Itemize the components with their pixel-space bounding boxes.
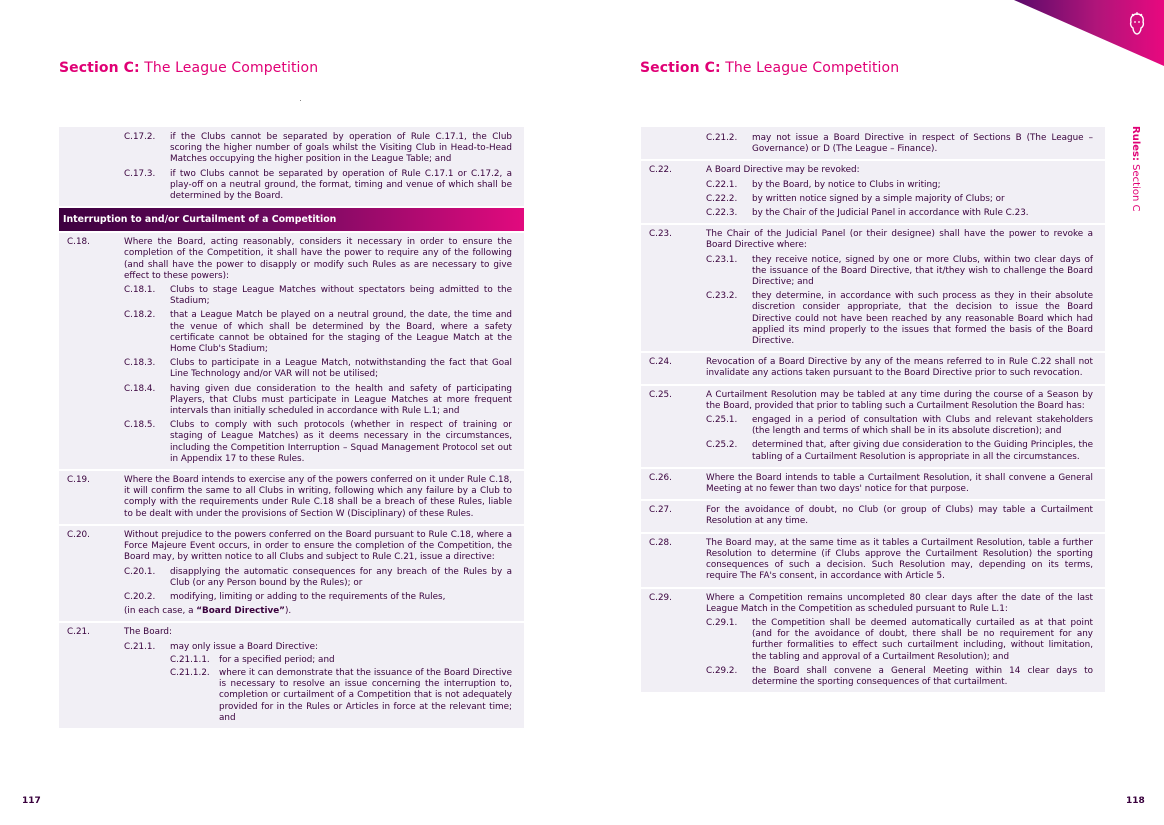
right-column	[641, 127, 1105, 694]
defined-term: “Board Directive”	[196, 606, 285, 617]
rule-sub-text: that a League Match be played on a neutral ground, the date, the time and the venue of which shall be determined by the Board, where a safety certificate cannot be obtained for the staging of the League Match at the Home Club's Stadium;	[170, 310, 512, 355]
rule-text: Without prejudice to the powers conferred on the Board pursuant to Rule C.18, where a Force Majeure Event occurs, in order to ensure the completion of the Competition, the Board may, by written notice to all Clubs and subject to Rule C.21, issue a directive:	[124, 529, 512, 563]
rule-subsub-number: C.21.1.2.	[170, 667, 210, 678]
rule-number: C.28.	[649, 537, 672, 548]
section-heading-bar: Interruption to and/or Curtailment of a Competition	[59, 208, 524, 231]
rule-text: Revocation of a Board Directive by any of the means referred to in Rule C.22 shall not invalidate any actions taken pursuant to the Board Directive prior to such revocation.	[706, 357, 1093, 379]
definition-pre: (in each case, a	[124, 606, 197, 617]
rule-text: Where a Competition remains uncompleted 80 clear days after the date of the last League Match in the Competition as scheduled pursuant to Rule L.1:	[706, 592, 1093, 614]
rule-sub-item	[706, 618, 1093, 663]
rule-text: Where the Board intends to table a Curtailment Resolution, it shall convene a General Meeting at no fewer than two days' notice for that purpose.	[706, 472, 1093, 495]
rule-sub-text: Clubs to participate in a League Match, notwithstanding the fact that Goal Line Technology and/or VAR will not be utilised;	[170, 358, 512, 380]
rule-row	[67, 627, 512, 724]
rule-sub-item	[124, 420, 512, 465]
rule-subsub-text: for a specified period; and	[219, 654, 335, 665]
rule-sub-text: having given due consideration to the health and safety of participating Players, that Clubs must participate in League Matches at more frequent intervals than initially scheduled in accordance with Rule L.1; and	[170, 383, 512, 417]
rule-text: A Board Directive may be revoked:	[706, 165, 860, 176]
rule-sub-text: if the Clubs cannot be separated by operation of Rule C.17.1, the Club scoring the higher number of goals whilst the Visiting Club in Head-to-Head Matches occupying the higher position in the League Table; and	[170, 132, 512, 165]
rule-sub-item	[706, 666, 1093, 688]
rule-body	[706, 165, 1093, 219]
page-title-left	[59, 60, 318, 76]
rule-sub-number: C.29.2.	[706, 665, 738, 676]
rule-sub-item	[706, 133, 1093, 155]
rule-sub-text: if two Clubs cannot be separated by operation of Rule C.17.1 or C.17.2, a play-off on a neutral ground, the format, timing and venue of which shall be determined by the Board.	[170, 168, 512, 202]
rule-sub-text: may only issue a Board Directive:	[170, 641, 318, 652]
rule-sub-item	[706, 415, 1093, 437]
rule-row	[649, 357, 1093, 379]
rule-sub-number: C.22.1.	[706, 179, 738, 190]
rule-body	[706, 229, 1093, 347]
rule-sub-text: Clubs to stage League Matches without spectators being admitted to the Stadium;	[170, 285, 512, 307]
rule-sub-item	[124, 310, 512, 355]
rule-sub-number: C.18.2.	[124, 310, 156, 321]
rule-sub-item	[124, 132, 512, 166]
rule-number: C.25.	[649, 389, 672, 400]
page-title-right	[640, 60, 899, 76]
rule-sub-number: C.18.4.	[124, 383, 156, 394]
rule-block-c23	[641, 225, 1105, 351]
rule-sub-text: may not issue a Board Directive in respect of Sections B (The League – Governance) or D (The League – Finance).	[752, 133, 1093, 155]
rule-text: Where the Board intends to exercise any of the powers conferred on it under Rule C.18, it will confirm the same to all Clubs in writing, following which any failure by a Club to comply with the requirements under Rule C.18 shall be a breach of these Rules, liable to be dealt with under the provisions of Section W (Disciplinary) of these Rules.	[124, 475, 512, 519]
rule-number: C.27.	[649, 505, 672, 516]
rule-text: The Chair of the Judicial Panel (or their designee) shall have the power to revoke a Board Directive where:	[706, 229, 1093, 251]
rule-sub-text: they determine, in accordance with such process as they in their absolute discretion consider appropriate, that the decision to issue the Board Directive could not have been reached by any reasonable Board which had applied its mind properly to the issues that formed the basis of the Board Directive.	[752, 291, 1093, 347]
rule-sub-item	[124, 592, 512, 603]
rule-sub-item	[124, 567, 512, 589]
rule-row	[67, 475, 512, 520]
rule-sub-number: C.17.3.	[124, 168, 156, 179]
title-rest: The League Competition	[720, 60, 900, 76]
rule-subsub-item	[170, 655, 512, 666]
rule-body	[706, 593, 1093, 689]
rule-subsub-text: where it can demonstrate that the issuance of the Board Directive is necessary to resolve an issue concerning the interruption to, completion or curtailment of a Competition that is not adequately provided for in the Rules or Articles in force at the relevant time; and	[219, 667, 512, 723]
rule-sub-item	[706, 291, 1093, 347]
rule-sub-text: by the Board, by notice to Clubs in writing;	[752, 179, 941, 190]
stray-dot	[300, 100, 301, 101]
rule-row	[649, 505, 1093, 527]
rule-sub-text: Clubs to comply with such protocols (whether in respect of training or staging of League Matches) as it deems necessary in the circumstances, including the Competition Interruption – Squad Management Protocol set out in Appendix 17 to these Rules.	[170, 420, 512, 464]
rule-block-c28	[641, 534, 1105, 587]
rule-sub-number: C.25.1.	[706, 415, 738, 426]
page-number-left: 117	[22, 796, 41, 806]
rule-number: C.20.	[67, 529, 90, 540]
rule-block-c27	[641, 501, 1105, 531]
rule-sub-item	[124, 285, 512, 307]
page-number-right: 118	[1126, 796, 1145, 806]
rule-block-c24	[641, 353, 1105, 383]
rule-sub-text: they receive notice, signed by one or more Clubs, within two clear days of the issuance of the Board Directive, that it/they wish to challenge the Board Directive; and	[752, 254, 1093, 288]
rule-sub-item	[706, 440, 1093, 462]
rule-body	[124, 237, 512, 465]
rule-body	[124, 530, 512, 617]
rule-text: Where the Board, acting reasonably, considers it necessary in order to ensure the completion of the Competition, it shall have the power to require any of the following (and shall have the power to disapply or modify such Rules as are necessary to give effect to these powers):	[124, 237, 512, 281]
rule-block-c22	[641, 161, 1105, 223]
title-rest: The League Competition	[139, 60, 319, 76]
title-bold: Section C:	[640, 60, 721, 76]
lion-crest-icon	[1126, 11, 1148, 37]
rule-sub-text: the Competition shall be deemed automatically curtailed as at that point (and for the avoidance of doubt, there shall be no requirement for any further formalities to effect such curtailment including, without limitation, the tabling and approval of a Curtailment Resolution); and	[752, 617, 1093, 662]
rule-text: A Curtailment Resolution may be tabled at any time during the course of a Season by the Board, provided that prior to tabling such a Curtailment Resolution the Board has:	[706, 389, 1093, 411]
rule-sub-number: C.18.3.	[124, 358, 156, 369]
rule-row	[67, 237, 512, 465]
rule-number: C.23.	[649, 229, 672, 240]
rule-row	[649, 165, 1093, 219]
rule-subsub-number: C.21.1.1.	[170, 654, 210, 665]
rule-sub-number: C.21.2.	[706, 133, 738, 143]
left-column	[59, 127, 524, 730]
rule-text: The Board may, at the same time as it tables a Curtailment Resolution, table a further Resolution to determine (if Clubs approve the Curtailment Resolution) the sporting consequences of such a decision. Such Resolution may, depending on its terms, require The FA's consent, in accordance with Article 5.	[706, 537, 1093, 582]
rule-row	[649, 229, 1093, 347]
rule-text: For the avoidance of doubt, no Club (or group of Clubs) may table a Curtailment Resolution at any time.	[706, 505, 1093, 527]
rule-block-c26	[641, 469, 1105, 499]
rule-sub-number: C.21.1.	[124, 641, 156, 652]
rule-sub-item	[124, 384, 512, 418]
rule-sub-item	[124, 169, 512, 203]
rule-sub-number: C.20.1.	[124, 566, 156, 577]
rule-sub-number: C.18.1.	[124, 285, 156, 296]
rule-block-c18	[59, 233, 524, 469]
rule-sub-number: C.25.2.	[706, 440, 738, 451]
rule-sub-item	[124, 358, 512, 380]
rule-sub-number: C.29.1.	[706, 617, 738, 628]
rule-number: C.22.	[649, 165, 672, 176]
rule-sub-text: modifying, limiting or adding to the requirements of the Rules,	[170, 591, 446, 602]
side-label	[1129, 126, 1143, 226]
rule-row	[649, 593, 1093, 689]
rule-sub-number: C.23.2.	[706, 291, 738, 302]
rule-sub-number: C.17.2.	[124, 132, 156, 142]
rule-sub-number: C.20.2.	[124, 591, 156, 602]
rule-sub-text: engaged in a period of consultation with Clubs and relevant stakeholders (the length and terms of which shall be in its absolute discretion); and	[752, 415, 1093, 437]
rule-sub-text: by written notice signed by a simple majority of Clubs; or	[752, 193, 1005, 204]
rule-body	[706, 390, 1093, 463]
rule-block-c29	[641, 589, 1105, 693]
rule-sub-number: C.22.3.	[706, 208, 738, 219]
rule-sub-item	[706, 208, 1093, 219]
rule-row	[649, 473, 1093, 495]
rule-number: C.21.	[67, 627, 90, 638]
rule-sub-text: by the Chair of the Judicial Panel in accordance with Rule C.23.	[752, 208, 1029, 219]
title-bold: Section C:	[59, 60, 140, 76]
rule-sub-number: C.18.5.	[124, 420, 156, 431]
rule-row	[649, 390, 1093, 463]
rule-row	[67, 530, 512, 617]
rule-number: C.19.	[67, 475, 90, 486]
rule-sub-item	[124, 642, 512, 653]
rule-block-c25	[641, 386, 1105, 467]
rule-block-c20	[59, 526, 524, 621]
rule-body	[124, 627, 512, 724]
rule-block-c21-2	[641, 127, 1105, 159]
rule-sub-number: C.22.2.	[706, 193, 738, 204]
rule-text: The Board:	[124, 627, 172, 638]
side-label-bold: Rules:	[1130, 126, 1141, 161]
rule-sub-item	[706, 194, 1093, 205]
rule-sub-text: disapplying the automatic consequences for any breach of the Rules by a Club (or any Person bound by the Rules); or	[170, 566, 512, 588]
board-directive-definition	[124, 606, 512, 617]
rule-number: C.18.	[67, 237, 90, 248]
rule-number: C.29.	[649, 592, 672, 603]
rule-sub-item	[706, 180, 1093, 191]
rule-subsub-item	[170, 668, 512, 724]
rule-sub-text: the Board shall convene a General Meeting within 14 clear days to determine the sporting consequences of that curtailment.	[752, 665, 1093, 687]
rule-block-c17	[59, 127, 524, 206]
rule-block-c21	[59, 623, 524, 728]
definition-post: ).	[284, 606, 292, 617]
rule-number: C.26.	[649, 472, 672, 483]
rule-sub-text: determined that, after giving due consideration to the Guiding Principles, the tabling of a Curtailment Resolution is appropriate in all the circumstances.	[752, 440, 1093, 462]
rule-row	[649, 538, 1093, 583]
rule-block-c19	[59, 471, 524, 524]
rule-sub-item	[706, 255, 1093, 289]
rule-sub-number: C.23.1.	[706, 254, 738, 265]
side-label-rest: Section C	[1130, 160, 1141, 212]
rule-number: C.24.	[649, 357, 672, 368]
